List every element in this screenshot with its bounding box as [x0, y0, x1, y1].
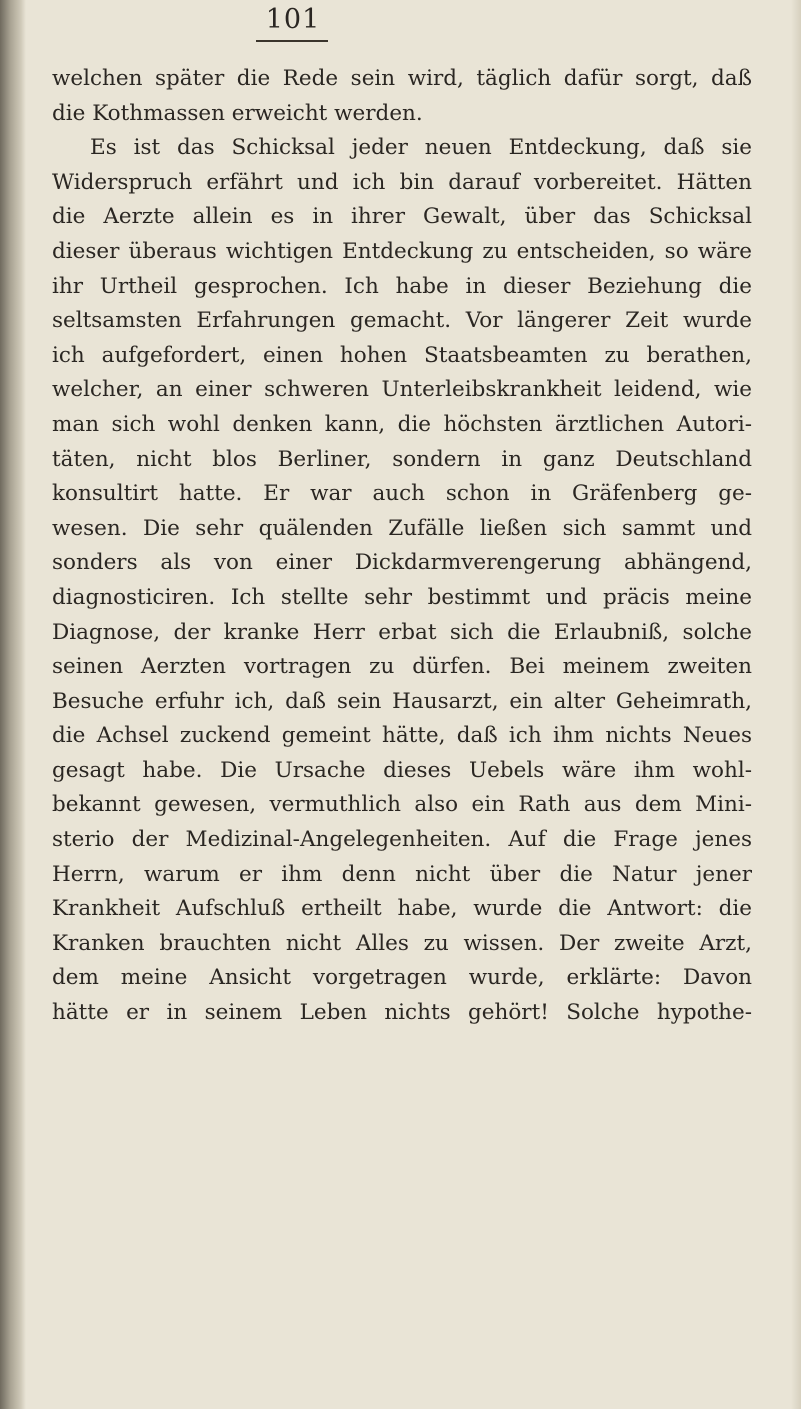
text-line: täten, nicht blos Berliner, sondern in ganz Deutschland [52, 446, 752, 472]
text-line: sonders als von einer Dickdarmverengerung abhängend, [52, 550, 752, 576]
text-line: hätte er in seinem Leben nichts gehört! Solche hypothe- [52, 1000, 752, 1026]
text-line: Kranken brauchten nicht Alles zu wissen. Der zweite Arzt, [52, 930, 752, 956]
text-line: Widerspruch erfährt und ich bin darauf vorbereitet. Hätten [52, 169, 752, 195]
text-line: ich aufgefordert, einen hohen Staatsbeamten zu berathen, [52, 342, 752, 368]
page-number: 101 [265, 4, 321, 35]
page-number-rule [256, 40, 328, 42]
book-spine-shadow [0, 0, 26, 1409]
text-line: die Achsel zuckend gemeint hätte, daß ich ihm nichts Neues [52, 723, 752, 749]
text-line: ihr Urtheil gesprochen. Ich habe in dieser Beziehung die [52, 273, 752, 299]
text-line: man sich wohl denken kann, die höchsten ärztlichen Autori- [52, 411, 752, 437]
text-line: welchen später die Rede sein wird, täglich dafür sorgt, daß [52, 66, 752, 91]
text-line: die Aerzte allein es in ihrer Gewalt, über das Schicksal [52, 204, 752, 230]
text-line: Diagnose, der kranke Herr erbat sich die Erlaubniß, solche [52, 619, 752, 645]
text-line: Herrn, warum er ihm denn nicht über die Natur jener [52, 861, 752, 887]
text-line: Besuche erfuhr ich, daß sein Hausarzt, ein alter Geheimrath, [52, 688, 752, 714]
text-line: seltsamsten Erfahrungen gemacht. Vor längerer Zeit wurde [52, 308, 752, 334]
text-line: die Kothmassen erweicht werden. [52, 100, 423, 126]
text-line: bekannt gewesen, vermuthlich also ein Rath aus dem Mini- [52, 792, 752, 818]
text-line: dieser überaus wichtigen Entdeckung zu entscheiden, so wäre [52, 238, 752, 264]
text-line: dem meine Ansicht vorgetragen wurde, erklärte: Davon [52, 965, 752, 991]
text-line: gesagt habe. Die Ursache dieses Uebels wäre ihm wohl- [52, 757, 752, 783]
text-line: seinen Aerzten vortragen zu dürfen. Bei meinem zweiten [52, 654, 752, 680]
text-line: Krankheit Aufschluß ertheilt habe, wurde die Antwort: die [52, 896, 752, 922]
text-line: sterio der Medizinal-Angelegenheiten. Auf die Frage jenes [52, 827, 752, 853]
text-line: konsultirt hatte. Er war auch schon in Gräfenberg ge- [52, 481, 752, 507]
body-text [52, 62, 752, 1031]
text-line: diagnosticiren. Ich stellte sehr bestimmt und präcis meine [52, 584, 752, 610]
text-line: Es ist das Schicksal jeder neuen Entdeckung, daß sie [90, 135, 752, 161]
page-edge [791, 0, 801, 1409]
text-line: welcher, an einer schweren Unterleibskrankheit leidend, wie [52, 377, 752, 403]
text-line: wesen. Die sehr quälenden Zufälle ließen sich sammt und [52, 515, 752, 541]
